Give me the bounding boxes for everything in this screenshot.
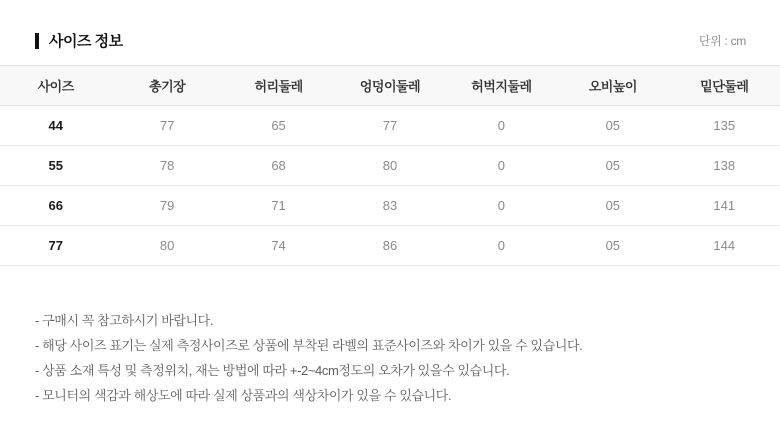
value-cell: 0 xyxy=(446,226,557,266)
value-cell: 65 xyxy=(223,106,334,146)
value-cell: 05 xyxy=(557,106,668,146)
title-accent-bar-icon xyxy=(35,33,39,49)
table-row xyxy=(0,226,780,266)
size-cell: 55 xyxy=(0,146,111,186)
value-cell: 05 xyxy=(557,146,668,186)
value-cell: 77 xyxy=(111,106,222,146)
column-header-4: 허벅지둘레 xyxy=(471,79,532,94)
size-table xyxy=(0,65,780,266)
value-cell: 0 xyxy=(446,146,557,186)
value-cell: 78 xyxy=(111,146,222,186)
value-cell: 138 xyxy=(669,146,780,186)
size-cell: 77 xyxy=(0,226,111,266)
value-cell: 74 xyxy=(223,226,334,266)
size-cell: 44 xyxy=(0,106,111,146)
value-cell: 141 xyxy=(669,186,780,226)
value-cell: 0 xyxy=(446,186,557,226)
value-cell: 05 xyxy=(557,186,668,226)
value-cell: 79 xyxy=(111,186,222,226)
column-header-1: 총기장 xyxy=(149,79,186,94)
table-header-row xyxy=(0,66,780,106)
note-line: - 해당 사이즈 표기는 실제 측정사이즈로 상품에 부착된 라벨의 표준사이즈와 차이가 있을 수 있습니다. xyxy=(35,338,583,353)
value-cell: 80 xyxy=(334,146,445,186)
value-cell: 144 xyxy=(669,226,780,266)
notes-list xyxy=(0,266,780,408)
value-cell: 77 xyxy=(334,106,445,146)
page-title xyxy=(35,30,123,51)
table-row xyxy=(0,146,780,186)
table-row xyxy=(0,106,780,146)
size-table-head xyxy=(0,66,780,106)
column-header-3: 엉덩이둘레 xyxy=(359,79,421,94)
section-header xyxy=(0,0,780,65)
value-cell: 68 xyxy=(223,146,334,186)
value-cell: 05 xyxy=(557,226,668,266)
value-cell: 86 xyxy=(334,226,445,266)
value-cell: 80 xyxy=(111,226,222,266)
note-line: - 모니터의 색감과 해상도에 따라 실제 상품과의 색상차이가 있을 수 있습니다. xyxy=(35,388,452,403)
size-table-body xyxy=(0,106,780,266)
unit-label: 단위 : cm xyxy=(698,34,746,48)
value-cell: 83 xyxy=(334,186,445,226)
table-row xyxy=(0,186,780,226)
size-cell: 66 xyxy=(0,186,111,226)
column-header-2: 허리둘레 xyxy=(254,79,303,94)
page-title-text: 사이즈 정보 xyxy=(49,33,123,50)
value-cell: 0 xyxy=(446,106,557,146)
value-cell: 135 xyxy=(669,106,780,146)
note-line: - 상품 소재 특성 및 측정위치, 재는 방법에 따라 +-2~4cm정도의 오차가 있을수 있습니다. xyxy=(35,363,510,378)
column-header-0: 사이즈 xyxy=(37,79,74,94)
note-line: - 구매시 꼭 참고하시기 바랍니다. xyxy=(35,313,214,328)
value-cell: 71 xyxy=(223,186,334,226)
column-header-6: 밑단둘레 xyxy=(700,79,749,94)
column-header-5: 오비높이 xyxy=(588,79,637,94)
